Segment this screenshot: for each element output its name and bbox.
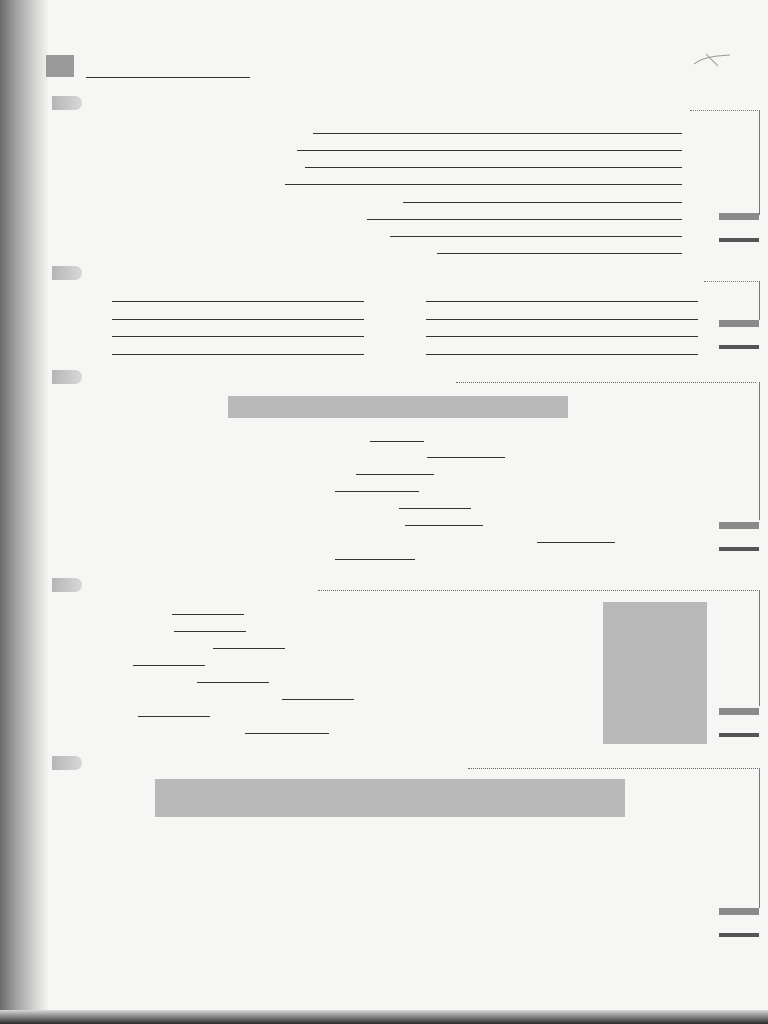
- answer-line[interactable]: [112, 336, 364, 337]
- exercise-1-item: [96, 222, 112, 236]
- expressions-box: [155, 779, 625, 817]
- exercise-1-item: [96, 188, 112, 202]
- unit-number-tab: [46, 55, 74, 77]
- answer-line[interactable]: [305, 167, 682, 168]
- score-box: [719, 522, 759, 551]
- answer-line[interactable]: [426, 319, 698, 320]
- verb-box: [228, 396, 568, 418]
- answer-line[interactable]: [297, 150, 682, 151]
- answer-line[interactable]: [399, 508, 471, 509]
- box-word: [603, 656, 707, 673]
- answer-line[interactable]: [403, 202, 682, 203]
- exercise-1-item: [96, 239, 112, 253]
- answer-line[interactable]: [335, 559, 415, 560]
- exercise-tag: [52, 266, 82, 280]
- answer-line[interactable]: [367, 219, 682, 220]
- answer-line[interactable]: [370, 441, 424, 442]
- answer-line[interactable]: [197, 682, 269, 683]
- answer-line[interactable]: [138, 716, 210, 717]
- answer-line[interactable]: [426, 336, 698, 337]
- box-row: [155, 779, 625, 798]
- book-spine-shadow: [0, 0, 48, 1024]
- answer-line[interactable]: [313, 133, 682, 134]
- answer-line[interactable]: [172, 614, 244, 615]
- answer-line[interactable]: [133, 665, 205, 666]
- box-word: [603, 725, 707, 742]
- exercise-1-item: [96, 153, 112, 167]
- answer-line[interactable]: [537, 542, 615, 543]
- dotted-rule: [318, 590, 758, 591]
- title-underline: [86, 77, 250, 78]
- score-box: [719, 708, 759, 737]
- answer-line[interactable]: [356, 474, 434, 475]
- box-word: [603, 639, 707, 656]
- box-word: [603, 604, 707, 621]
- exercise-frame: [704, 281, 760, 320]
- answer-line[interactable]: [285, 184, 682, 185]
- exercise-frame: [700, 768, 760, 908]
- exercise-1-item: [96, 205, 112, 219]
- answer-line[interactable]: [245, 733, 329, 734]
- box-word: [603, 621, 707, 638]
- pencil-check-mark: [692, 52, 732, 68]
- answer-line[interactable]: [112, 354, 364, 355]
- exercise-frame: [700, 590, 760, 706]
- exercise-1-item: [96, 119, 112, 133]
- answer-line[interactable]: [437, 253, 682, 254]
- answer-line[interactable]: [390, 236, 683, 237]
- answer-line[interactable]: [426, 301, 698, 302]
- score-box: [719, 908, 759, 937]
- exercise-1-item: [96, 136, 112, 150]
- answer-line[interactable]: [426, 354, 698, 355]
- forms-box: [603, 602, 707, 744]
- answer-line[interactable]: [405, 525, 483, 526]
- box-word: [603, 673, 707, 690]
- box-word: [603, 708, 707, 725]
- exercise-frame: [700, 382, 760, 520]
- answer-line[interactable]: [213, 648, 285, 649]
- exercise-tag: [52, 96, 82, 110]
- exercise-frame: [690, 110, 760, 215]
- scan-bottom-edge: [0, 1010, 768, 1024]
- box-row: [155, 798, 625, 817]
- box-word: [603, 690, 707, 707]
- exercise-tag: [52, 578, 82, 592]
- answer-line[interactable]: [174, 631, 246, 632]
- score-box: [719, 320, 759, 349]
- exercise-1-item: [96, 170, 112, 184]
- answer-line[interactable]: [282, 699, 354, 700]
- answer-line[interactable]: [335, 491, 419, 492]
- answer-line[interactable]: [112, 319, 364, 320]
- exercise-tag: [52, 756, 82, 770]
- score-box: [719, 213, 759, 242]
- answer-line[interactable]: [112, 301, 364, 302]
- answer-line[interactable]: [427, 457, 505, 458]
- exercise-tag: [52, 370, 82, 384]
